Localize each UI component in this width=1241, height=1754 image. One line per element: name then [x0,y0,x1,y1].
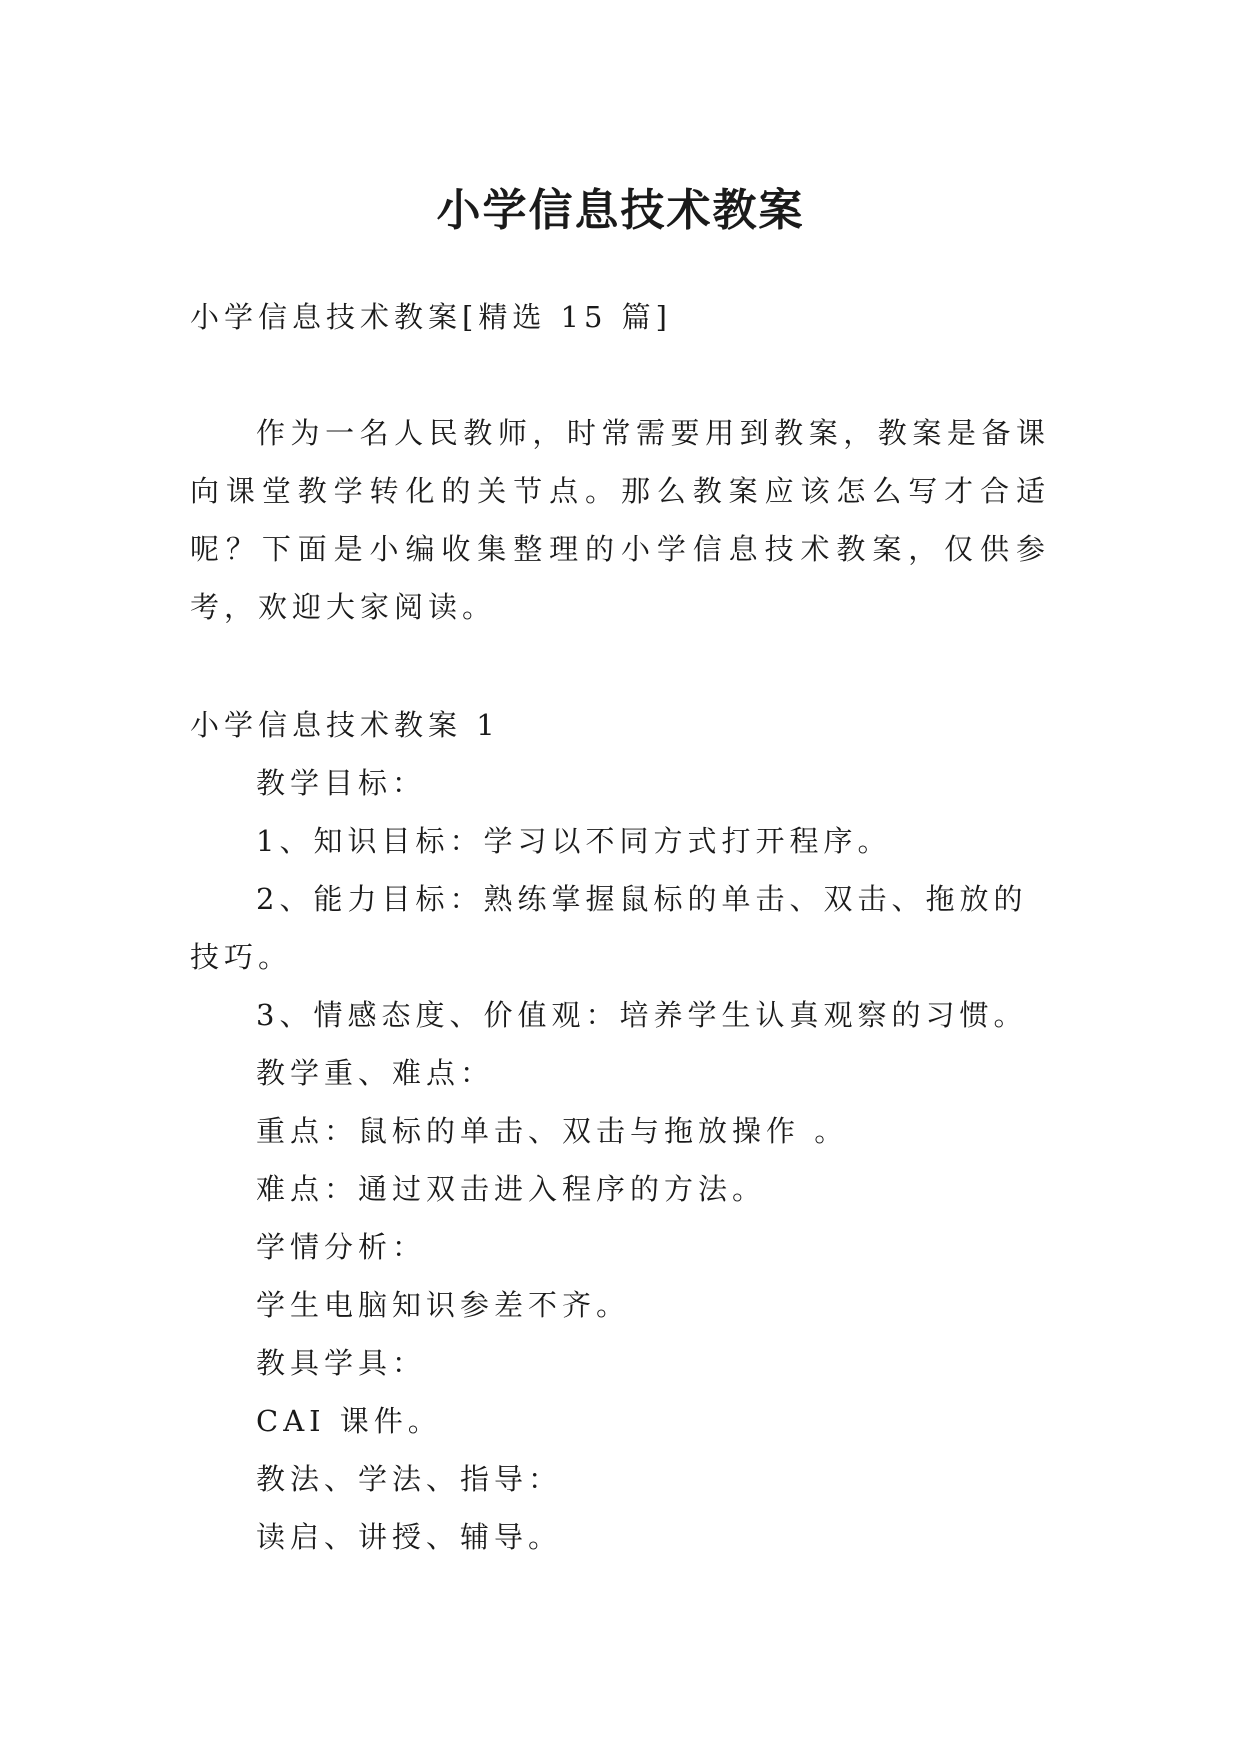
document-subtitle: 小学信息技术教案[精选 15 篇] [190,300,672,334]
section-heading: 小学信息技术教案 1 [190,708,500,742]
key-difficult-points-label: 教学重、难点： [256,1056,495,1090]
methods-text: 读启、讲授、辅导。 [256,1520,563,1554]
ability-objective: 2、能力目标：熟练掌握鼠标的单击、双击、拖放的技巧。 [190,882,1028,974]
methods-label: 教法、学法、指导： [256,1462,563,1496]
difficult-point: 难点：通过双击进入程序的方法。 [256,1172,767,1206]
lesson-plan-section-1 [190,696,1050,1566]
teaching-aids-text: CAI 课件。 [256,1404,442,1438]
learner-analysis-label: 学情分析： [256,1230,427,1264]
learner-analysis-text: 学生电脑知识参差不齐。 [256,1288,631,1322]
attitude-objective: 3、情感态度、价值观：培养学生认真观察的习惯。 [256,998,1028,1032]
key-point: 重点：鼠标的单击、双击与拖放操作 。 [256,1114,849,1148]
document-title: 小学信息技术教案 [436,185,805,237]
teaching-aids-label: 教具学具： [256,1346,427,1380]
teaching-objectives-label: 教学目标： [256,766,427,800]
intro-paragraph: 作为一名人民教师，时常需要用到教案，教案是备课向课堂教学转化的关节点。那么教案应该怎么写才合适呢？下面是小编收集整理的小学信息技术教案，仅供参考，欢迎大家阅读。 [190,416,1050,624]
knowledge-objective: 1、知识目标：学习以不同方式打开程序。 [256,824,892,858]
